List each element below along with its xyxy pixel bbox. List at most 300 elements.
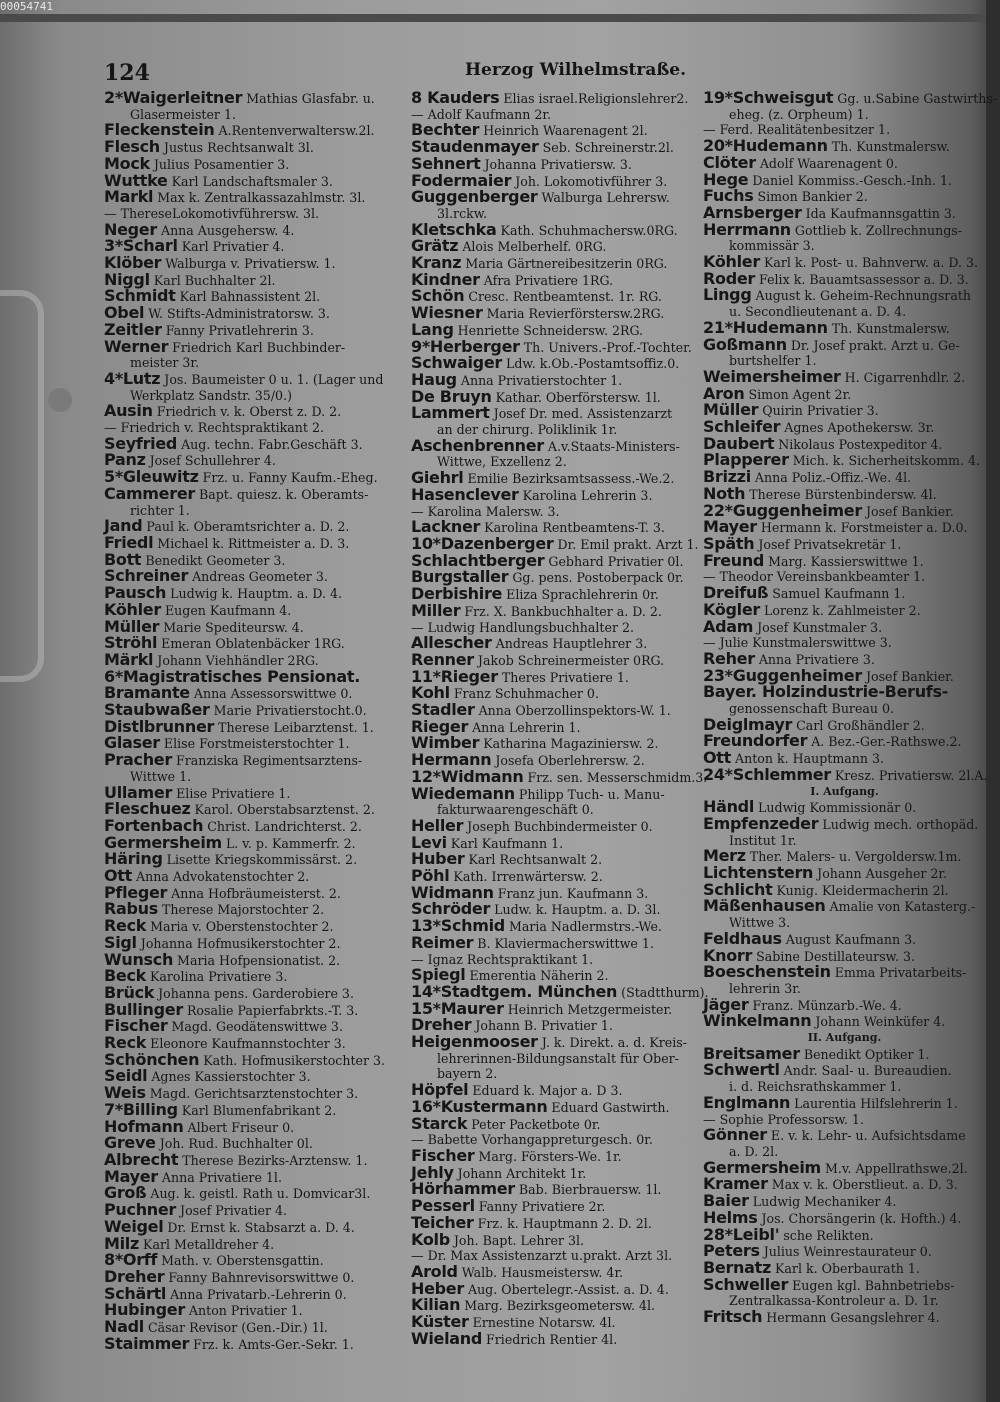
entry-details: a. D. 2l. [729, 1144, 779, 1159]
entry-name: Häring [104, 849, 163, 869]
entry-name: Bernatz [703, 1257, 771, 1277]
entry-details: Franz Schuhmacher 0. [453, 686, 599, 702]
entry-name: Freund [703, 550, 765, 570]
entry-name: Bott [104, 549, 142, 569]
entry-details: Franziska Regimentsarztens- [175, 753, 363, 769]
entry-details: Franz jun. Kaufmann 3. [497, 885, 649, 901]
directory-entry [104, 1068, 396, 1085]
entry-details: Emma Privatarbeits- [834, 965, 967, 981]
entry-name: Arnsberger [703, 202, 802, 222]
entry-name: Späth [703, 533, 755, 553]
entry-name: Schleifer [703, 417, 781, 437]
entry-name: Schwaiger [411, 353, 502, 373]
entry-name: 8 Kauders [411, 88, 500, 107]
entry-details: — ThereseLokomotivführersw. 3l. [104, 205, 320, 221]
entry-name: 5*Gleuwitz [104, 467, 199, 487]
entry-details: Joh. Bapt. Lehrer 3l. [453, 1232, 584, 1248]
directory-entry [703, 684, 986, 701]
directory-entry [703, 469, 986, 486]
entry-name: 4*Lutz [104, 368, 161, 388]
entry-name: 21*Hudemann [703, 317, 828, 337]
entry-name: Reck [104, 916, 147, 936]
entry-name: De Bruyn [411, 386, 492, 406]
entry-name: Lang [411, 319, 454, 339]
entry-name: Bramante [104, 683, 190, 703]
entry-details: Theres Privatiere 1. [501, 669, 629, 685]
entry-details: Aug. k. geistl. Rath u. Domvicar3l. [150, 1186, 371, 1202]
directory-entry [104, 901, 396, 918]
entry-details: Glasermeister 1. [130, 106, 236, 122]
entry-details: Eduard Gastwirth. [551, 1099, 670, 1115]
entry-details: Marg. Bezirksgeometersw. 4l. [464, 1298, 656, 1314]
entry-details: Fanny Bahnrevisorswittwe 0. [168, 1269, 355, 1285]
entry-name: Jehly [411, 1162, 454, 1182]
entry-details: Frz. sen. Messerschmidm.3. [527, 769, 708, 785]
directory-entry [104, 288, 396, 305]
binding-shadow [986, 0, 1000, 1402]
entry-details: Joh. Lokomotivführer 3. [515, 173, 668, 189]
directory-entry [411, 1113, 693, 1133]
entry-details: Ludwig Kommissionär 0. [758, 800, 917, 816]
entry-name: Aron [703, 383, 745, 403]
entry-name: Levi [411, 832, 447, 852]
entry-details: Christ. Landrichterst. 2. [207, 818, 362, 834]
entry-name: Feldhaus [703, 928, 782, 948]
entry-name: Ullamer [104, 782, 173, 802]
entry-name: Reher [703, 648, 755, 668]
entry-details: Samuel Kaufmann 1. [772, 586, 906, 602]
directory-entry [104, 1333, 396, 1353]
entry-name: Breitsamer [703, 1043, 800, 1063]
entry-details: Mich. k. Sicherheitskomm. 4. [792, 453, 980, 469]
directory-entry [703, 88, 998, 107]
directory-entry [703, 287, 986, 304]
directory-entry [104, 90, 396, 107]
entry-details: Andreas Hauptlehrer 3. [495, 636, 648, 652]
entry-name: Guggenberger [411, 187, 538, 207]
entry-details: Josef Kunstmaler 3. [757, 619, 883, 635]
entry-name: Brück [104, 982, 155, 1002]
directory-entry [104, 483, 396, 503]
entry-name: Haug [411, 369, 457, 389]
entry-details: Joseph Buchbindermeister 0. [467, 818, 653, 834]
entry-details: Johann B. Privatier 1. [475, 1018, 613, 1034]
entry-details: Karolina Rentbeamtens-T. 3. [484, 520, 665, 536]
entry-details: — Sophie Professorsw. 1. [703, 1111, 864, 1127]
entry-name: 19*Schweisgut [703, 88, 834, 107]
entry-name: Fuchs [703, 186, 754, 206]
entry-details: Marg. Försters-We. 1r. [478, 1149, 622, 1164]
entry-details: Marg. Kassierswittwe 1. [768, 553, 924, 569]
entry-details: Anna Privatierstochter 1. [460, 372, 623, 388]
entry-name: Panz [104, 450, 146, 470]
entry-name: Lammert [411, 403, 490, 423]
entry-details: Ludwig k. Hauptm. a. D. 4. [170, 586, 343, 602]
entry-name: Hermann [411, 750, 492, 770]
entry-name: Englmann [703, 1092, 791, 1112]
entry-details: Walburga Lehrersw. [541, 190, 670, 206]
entry-name: Nadl [104, 1317, 144, 1337]
directory-entry [411, 666, 693, 686]
paper-clip-shadow [0, 290, 44, 682]
entry-details: Emerentia Näherin 2. [469, 968, 609, 984]
entry-details: Karl Privatier 4. [181, 239, 285, 255]
entry-name: Daubert [703, 433, 775, 453]
entry-details: Hermann k. Forstmeister a. D.0. [760, 520, 968, 536]
entry-name: Distlbrunner [104, 716, 215, 736]
entry-name: 15*Maurer [411, 998, 504, 1018]
directory-entry [104, 503, 396, 519]
entry-name: Köhler [104, 599, 161, 619]
entry-name: Peters [703, 1241, 760, 1261]
entry-name: Schön [411, 286, 465, 306]
entry-details: Karolina Privatiere 3. [150, 969, 288, 985]
entry-details: Maria Gärtnereibesitzerin 0RG. [465, 256, 668, 272]
entry-name: Brizzi [703, 467, 751, 487]
entry-name: Markl [104, 187, 154, 207]
directory-entry [411, 90, 693, 107]
entry-details: August k. Geheim-Rechnungsrath [755, 288, 972, 304]
entry-name: Dreifuß [703, 583, 769, 603]
entry-name: Wunsch [104, 949, 174, 969]
entry-details: Eugen Kaufmann 4. [164, 602, 292, 618]
directory-entry [703, 1092, 986, 1112]
entry-name: Herrmann [703, 219, 791, 239]
entry-details: Max k. Zentralkassazahlmstr. 3l. [157, 190, 366, 206]
entry-name: Adam [703, 616, 754, 636]
directory-entry [703, 1062, 986, 1079]
entry-name: Hubinger [104, 1300, 185, 1320]
entry-details: Julius Weinrestaurateur 0. [763, 1244, 932, 1260]
entry-details: — Adolf Kaufmann 2r. [411, 106, 552, 122]
entry-name: Dreher [104, 1266, 165, 1286]
entry-name: Reimer [411, 932, 474, 952]
directory-entry [411, 1229, 693, 1249]
entry-details: lehrerin 3r. [729, 980, 801, 996]
entry-name: 8*Orff [104, 1250, 158, 1270]
entry-name: Germersheim [703, 1157, 821, 1177]
entry-details: Friedrich Karl Buchbinder- [172, 339, 346, 355]
entry-name: Staubwaßer [104, 700, 210, 720]
entry-name: Renner [411, 649, 474, 669]
entry-name: Allescher [411, 633, 492, 653]
entry-details: Frz. u. Fanny Kaufm.-Eheg. [202, 470, 378, 486]
entry-details: (Stadtthurm). [621, 984, 709, 1000]
entry-details: Dr. Ernst k. Stabsarzt a. D. 4. [167, 1219, 355, 1235]
directory-entry [411, 189, 693, 206]
entry-details: Dr. Josef prakt. Arzt u. Ge- [790, 337, 960, 353]
entry-name: 14*Stadtgem. München [411, 981, 618, 1001]
entry-name: Spiegl [411, 965, 466, 985]
entry-details: Maria v. Oberstenstochter 2. [150, 919, 334, 935]
entry-name: 20*Hudemann [703, 136, 828, 156]
entry-name: Schönchen [104, 1049, 200, 1069]
entry-details: Seb. Schreinerstr.2l. [542, 140, 674, 156]
entry-details: Anna Poliz.-Offiz.-We. 4l. [754, 470, 912, 486]
scan-id: 00054741 [0, 0, 53, 13]
entry-details: Elias israel.Religionslehrer2. [503, 91, 689, 106]
entry-details: Kunig. Kleidermacherin 2l. [776, 882, 949, 898]
entry-details: — Babette Vorhangappreturgesch. 0r. [411, 1132, 653, 1148]
entry-name: Wiedemann [411, 783, 515, 803]
entry-name: Fleschuez [104, 799, 191, 819]
directory-entry [703, 1274, 986, 1294]
entry-details: Anna Oberzollinspektors-W. 1. [478, 703, 671, 719]
entry-details: Fanny Privatiere 2r. [478, 1199, 606, 1215]
entry-name: Schlicht [703, 879, 773, 899]
entry-details: August Kaufmann 3. [785, 931, 917, 947]
entry-details: Aug. techn. Fabr.Geschäft 3. [181, 436, 363, 452]
entry-name: Hasenclever [411, 484, 519, 504]
entry-name: Jand [104, 516, 143, 536]
entry-details: Th. Univers.-Prof.-Tochter. [523, 339, 692, 355]
entry-details: Anton Privatier 1. [188, 1303, 303, 1319]
entry-details: Ernestine Notarsw. 4l. [472, 1315, 616, 1331]
entry-details: B. Klaviermacherswittwe 1. [477, 935, 654, 951]
entry-name: Stadler [411, 700, 475, 720]
entry-details: M.v. Appellrathswe.2l. [824, 1160, 968, 1176]
entry-details: Max v. k. Oberstlieut. a. D. 3. [771, 1177, 958, 1193]
entry-details: Johann Viehhändler 2RG. [157, 652, 319, 668]
entry-details: Eduard k. Major a. D 3. [472, 1083, 623, 1099]
entry-name: Knorr [703, 945, 753, 965]
entry-name: Starck [411, 1113, 468, 1133]
entry-details: Benedikt Geometer 3. [145, 552, 286, 568]
entry-details: J. k. Direkt. a. d. Kreis- [541, 1035, 687, 1051]
entry-details: Th. Kunstmalersw. [831, 320, 950, 336]
entry-name: 16*Kustermann [411, 1096, 548, 1116]
entry-details: Cresc. Rentbeamtenst. 1r. RG. [468, 289, 662, 305]
entry-details: E. v. k. Lehr- u. Aufsichtsdame [770, 1128, 966, 1144]
entry-details: meister 3r. [130, 355, 200, 371]
entry-details: Math. v. Oberstensgattin. [161, 1253, 324, 1269]
entry-name: Fodermaier [411, 170, 512, 190]
entry-name: Werner [104, 336, 169, 356]
entry-details: Ida Kaufmannsgattin 3. [805, 205, 956, 221]
entry-details: Karl k. Oberbaurath 1. [775, 1260, 920, 1276]
entry-details: Katharina Magaziniersw. 2. [483, 736, 659, 752]
entry-details: Elise Forstmeisterstochter 1. [163, 736, 350, 752]
entry-details: fakturwaarengeschäft 0. [437, 802, 594, 818]
entry-name: Dreher [411, 1015, 472, 1035]
directory-entry [104, 851, 396, 868]
entry-name: Schröder [411, 899, 491, 919]
directory-entry [104, 1049, 396, 1069]
entry-details: Bapt. quiesz. k. Oberamts- [198, 486, 369, 502]
entry-name: Fischer [104, 1016, 168, 1036]
entry-name: Heigenmooser [411, 1032, 538, 1052]
entry-details: Eleonore Kaufmannstochter 3. [150, 1036, 346, 1052]
entry-details: Heinrich Waarenagent 2l. [483, 123, 648, 139]
directory-entry [703, 1127, 986, 1144]
entry-details: Kathar. Oberförstersw. 1l. [495, 389, 661, 405]
entry-details: Karl Blumenfabrikant 2. [181, 1102, 337, 1118]
entry-details: kommissär 3. [729, 238, 815, 254]
entry-details: Lisette Kriegskommissärst. 2. [166, 852, 358, 868]
entry-name: Mäßenhausen [703, 896, 826, 916]
entry-details: Walburga v. Privatiersw. 1. [165, 256, 336, 272]
entry-name: Kohl [411, 683, 450, 703]
entry-details: Kath. Hofmusikerstochter 3. [203, 1052, 386, 1068]
entry-name: Burgstaller [411, 567, 509, 587]
entry-details: richter 1. [130, 502, 190, 518]
entry-details: Marie Privatierstocht.0. [213, 703, 367, 719]
entry-details: Friedrich Rentier 4l. [486, 1331, 618, 1347]
entry-details: Frz. X. Bankbuchhalter a. D. 2. [464, 603, 662, 619]
entry-details: Magd. Geodätenswittwe 3. [171, 1019, 343, 1035]
entry-name: Kranz [411, 253, 462, 273]
entry-details: Therese Bezirks-Arztensw. 1. [182, 1153, 368, 1168]
entry-details: Karl k. Post- u. Bahnverw. a. D. 3. [763, 255, 979, 271]
entry-name: 7*Billing [104, 1099, 178, 1119]
entry-name: Aschenbrenner [411, 435, 544, 455]
directory-entry [104, 189, 396, 206]
directory-entry [411, 1212, 693, 1232]
entry-name: Friedl [104, 532, 154, 552]
entry-name: Glaser [104, 733, 160, 753]
entry-details: Sabine Destillateursw. 3. [756, 948, 915, 964]
entry-name: Wimber [411, 733, 480, 753]
entry-details: A.Rentenverwaltersw.2l. [218, 123, 375, 139]
entry-details: lehrerinnen-Bildungsanstalt für Ober- [437, 1050, 679, 1066]
entry-name: Goßmann [703, 334, 787, 354]
entry-name: Schwertl [703, 1060, 780, 1080]
directory-entry [104, 752, 396, 769]
entry-details: Daniel Kommiss.-Gesch.-Inh. 1. [752, 172, 952, 188]
directory-entry [703, 813, 986, 833]
entry-name: Kolb [411, 1229, 450, 1249]
directory-entry [104, 403, 396, 420]
entry-details: Hermann Gesangslehrer 4. [766, 1310, 940, 1326]
entry-details: Josefa Oberlehrersw. 2. [495, 753, 645, 769]
entry-details: Zentralkassa-Kontroleur a. D. 1r. [729, 1293, 939, 1309]
entry-details: Wittwe, Exzellenz 2. [437, 454, 567, 470]
entry-details: — Ludwig Handlungsbuchhalter 2. [411, 619, 634, 635]
entry-name: Lackner [411, 517, 481, 537]
page-top-edge [0, 14, 1000, 22]
entry-details: Anna Ausgehersw. 4. [160, 222, 295, 238]
entry-details: Johann Architekt 1r. [457, 1165, 587, 1181]
entry-name: Bechter [411, 120, 480, 140]
directory-entry [703, 1309, 986, 1326]
entry-details: Walb. Hausmeistersw. 4r. [461, 1264, 624, 1280]
entry-details: Johann Weinküfer 4. [815, 1014, 946, 1030]
entry-name: Märkl [104, 649, 154, 669]
directory-entry [703, 219, 986, 239]
punch-hole [48, 388, 72, 412]
entry-details: Agnes Kassierstochter 3. [151, 1069, 311, 1085]
entry-name: 22*Guggenheimer [703, 500, 862, 520]
entry-details: Adolf Waarenagent 0. [759, 155, 898, 171]
entry-details: Anna Privatiere 3. [758, 651, 875, 667]
directory-entry [703, 616, 986, 636]
entry-name: Pfleger [104, 882, 168, 902]
directory-entry [411, 783, 693, 803]
entry-name: Schreiner [104, 566, 189, 586]
directory-entry [104, 368, 396, 388]
entry-details: Jos. Baumeister 0 u. 1. (Lager und [164, 371, 384, 387]
entry-details: i. d. Reichsrathskammer 1. [729, 1079, 902, 1095]
entry-name: Roder [703, 268, 756, 288]
entry-details: Lorenz k. Zahlmeister 2. [764, 602, 921, 618]
directory-entry [104, 433, 396, 453]
directory-entry [703, 107, 986, 123]
entry-details: Therese Bürstenbindersw. 4l. [749, 486, 937, 502]
entry-details: II. Aufgang. [807, 1031, 882, 1045]
entry-name: Hörhammer [411, 1179, 515, 1199]
entry-details: — Dr. Max Assistenzarzt u.prakt. Arzt 3l. [411, 1248, 673, 1264]
entry-details: Emeran Oblatenbäcker 1RG. [161, 636, 345, 652]
directory-entry [411, 600, 693, 620]
directory-entry [703, 898, 986, 915]
entry-name: Fortenbach [104, 815, 204, 835]
entry-details: Karolina Lehrerin 3. [522, 487, 653, 503]
entry-name: Germersheim [104, 832, 222, 852]
entry-details: Anna Lehrerin 1. [472, 719, 581, 735]
street-heading: Herzog Wilhelmstraße. [465, 60, 687, 80]
entry-details: Franz. Münzarb.-We. 4. [752, 997, 902, 1013]
entry-details: Karl Metalldreher 4. [143, 1236, 275, 1252]
entry-name: 23*Guggenheimer [703, 665, 862, 685]
entry-details: Maria Hofpensionatist. 2. [177, 952, 341, 968]
entry-details: Carl Großhändler 2. [796, 717, 925, 733]
entry-details: — Friedrich v. Rechtspraktikant 2. [104, 420, 325, 436]
entry-details: Josef Bankier. [865, 503, 954, 519]
directory-entry [104, 1216, 396, 1236]
entry-name: Seyfried [104, 433, 178, 453]
entry-name: Weis [104, 1083, 146, 1103]
entry-details: Josef Dr. med. Assistenzarzt [493, 406, 673, 422]
entry-name: Rabus [104, 899, 158, 919]
entry-name: Kögler [703, 599, 760, 619]
entry-details: Therese Majorstochter 2. [162, 902, 325, 918]
entry-details: Dr. Emil prakt. Arzt 1. [557, 536, 699, 552]
entry-details: Th. Kunstmalersw. [831, 139, 950, 155]
entry-details: Andr. Saal- u. Bureaudien. [783, 1063, 952, 1079]
directory-entry [703, 334, 986, 354]
entry-name: Fritsch [703, 1307, 763, 1327]
entry-details: Julius Posamentier 3. [153, 156, 290, 172]
entry-name: Puchner [104, 1200, 177, 1220]
entry-name: Baier [703, 1191, 749, 1211]
entry-details: Karol. Oberstabsarztenst. 2. [194, 802, 375, 818]
entry-details: Heinrich Metzgermeister. [507, 1001, 673, 1017]
entry-details: Bab. Bierbrauersw. 1l. [518, 1182, 662, 1198]
directory-entry [411, 1051, 693, 1067]
entry-details: — Julie Kunstmalerswittwe 3. [703, 635, 892, 651]
directory-entry [104, 918, 396, 935]
entry-details: A. Bez.-Ger.-Rathswe.2. [811, 734, 962, 750]
entry-details: Anna Privatarb.-Lehrerin 0. [170, 1286, 347, 1302]
entry-details: Maria Revierförstersw.2RG. [486, 306, 665, 322]
entry-details: Anton k. Hauptmann 3. [735, 751, 885, 767]
entry-details: Alois Melberhelf. 0RG. [462, 239, 607, 255]
directory-entry [411, 932, 693, 952]
entry-name: 12*Widmann [411, 766, 524, 786]
entry-name: Zeitler [104, 319, 162, 339]
entry-name: Boeschenstein [703, 962, 831, 982]
entry-details: — Ignaz Rechtspraktikant 1. [411, 951, 594, 967]
entry-name: Schärtl [104, 1283, 167, 1303]
directory-entry [411, 851, 693, 868]
entry-name: Milz [104, 1233, 140, 1253]
entry-details: Anna Hofbräumeisterst. 2. [171, 885, 341, 901]
entry-details: Afra Privatiere 1RG. [483, 272, 614, 288]
entry-name: Ott [703, 748, 731, 768]
entry-details: Fanny Privatlehrerin 3. [165, 322, 314, 338]
directory-column-3 [703, 88, 998, 1327]
directory-entry [411, 1034, 693, 1051]
